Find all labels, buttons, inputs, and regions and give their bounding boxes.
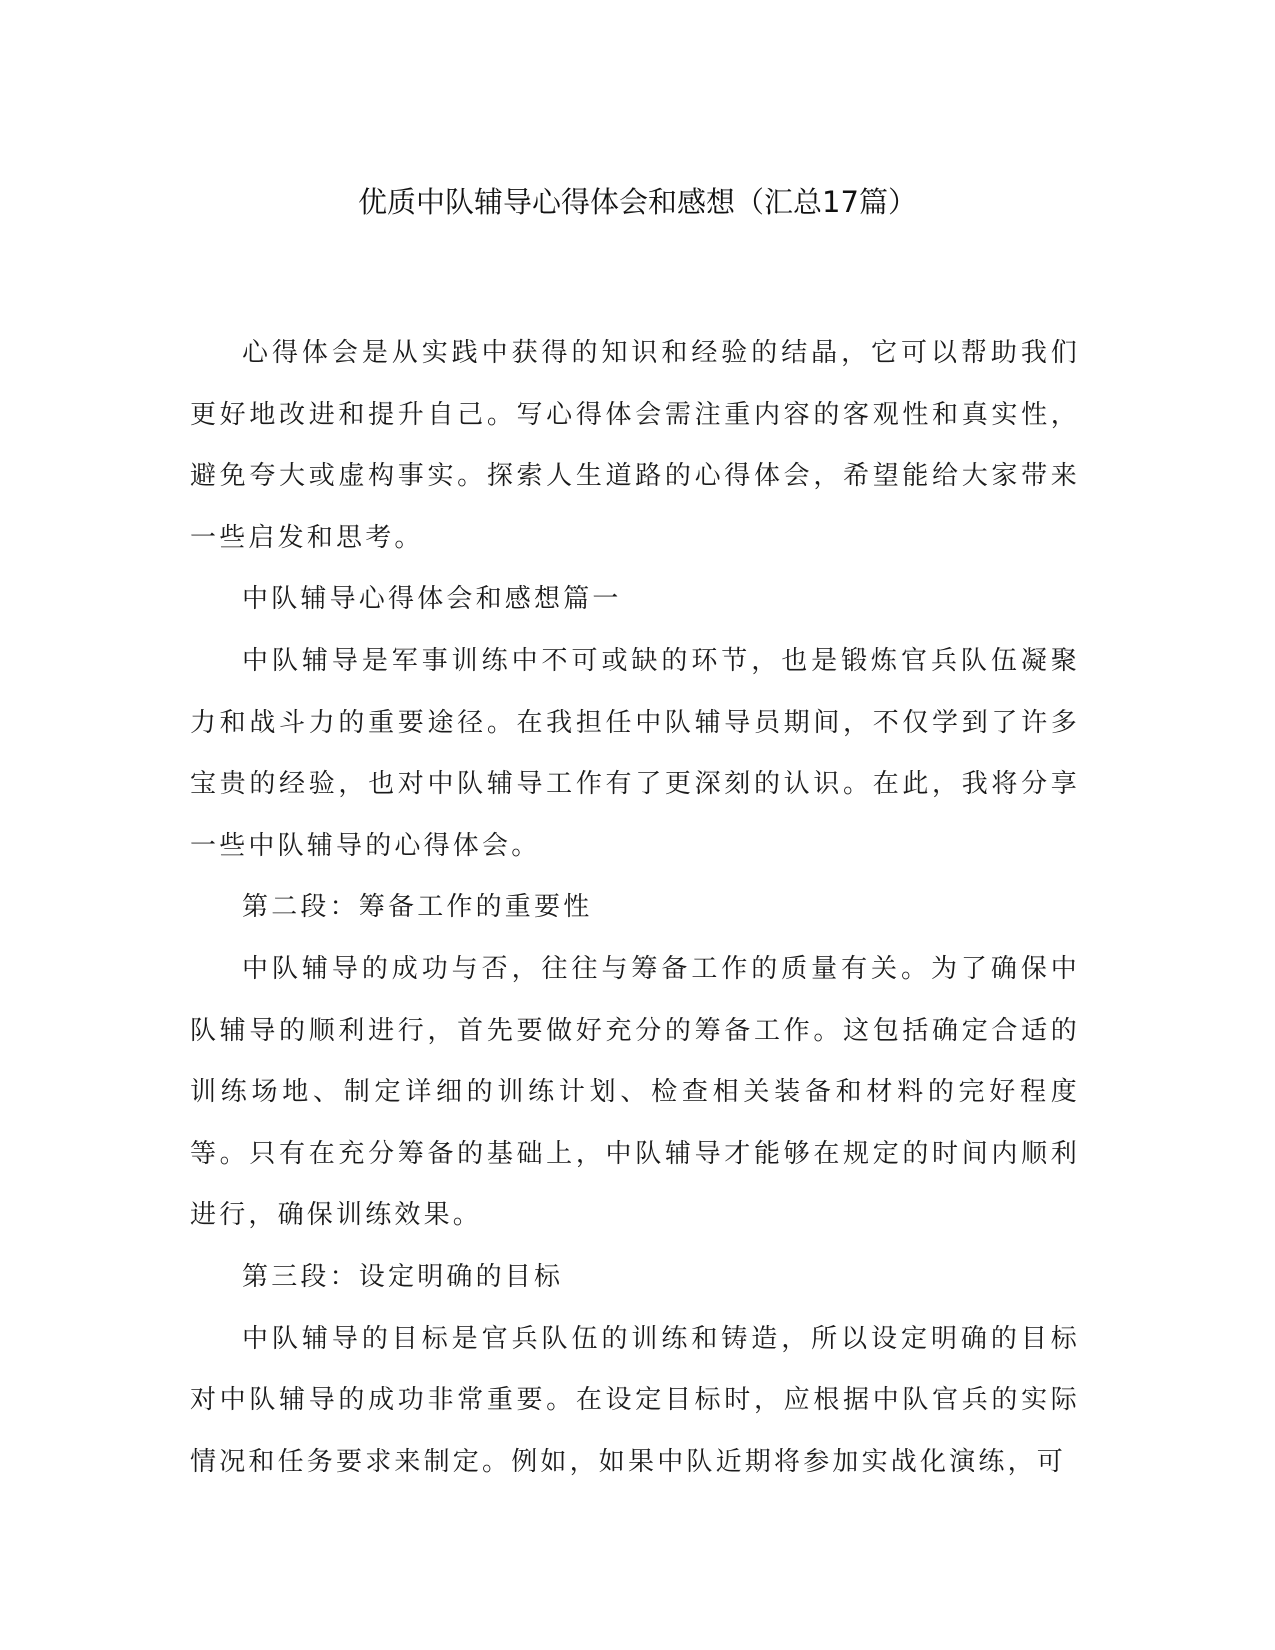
section-heading-third: 第三段：设定明确的目标 <box>242 1261 564 1292</box>
section-heading-second: 第二段：筹备工作的重要性 <box>242 892 593 923</box>
body-paragraph: 中队辅导的成功与否，往往与筹备工作的质量有关。为了确保中队辅导的顺利进行，首先要做好充分的筹备工作。这包括确定合适的训练场地、制定详细的训练计划、检查相关装备和材料的完好程度等。只有在充分筹备的基础上，中队辅导才能够在规定的时间内顺利进行，确保训练效果。 <box>190 953 1080 1231</box>
body-paragraph: 中队辅导的目标是官兵队伍的训练和铸造，所以设定明确的目标对中队辅导的成功非常重要。在设定目标时，应根据中队官兵的实际情况和任务要求来制定。例如，如果中队近期将参加实战化演练，可 <box>190 1323 1080 1477</box>
intro-paragraph: 心得体会是从实践中获得的知识和经验的结晶，它可以帮助我们更好地改进和提升自己。写心得体会需注重内容的客观性和真实性，避免夸大或虚构事实。探索人生道路的心得体会，希望能给大家带来一些启发和思考。 <box>190 338 1080 553</box>
body-paragraph: 中队辅导是军事训练中不可或缺的环节，也是锻炼官兵队伍凝聚力和战斗力的重要途径。在我担任中队辅导员期间，不仅学到了许多宝贵的经验，也对中队辅导工作有了更深刻的认识。在此，我将分享一些中队辅导的心得体会。 <box>190 645 1080 861</box>
document-body <box>190 323 1080 1493</box>
document-title: 优质中队辅导心得体会和感想（汇总17篇） <box>358 185 917 219</box>
section-heading-part-one: 中队辅导心得体会和感想篇一 <box>242 584 622 615</box>
